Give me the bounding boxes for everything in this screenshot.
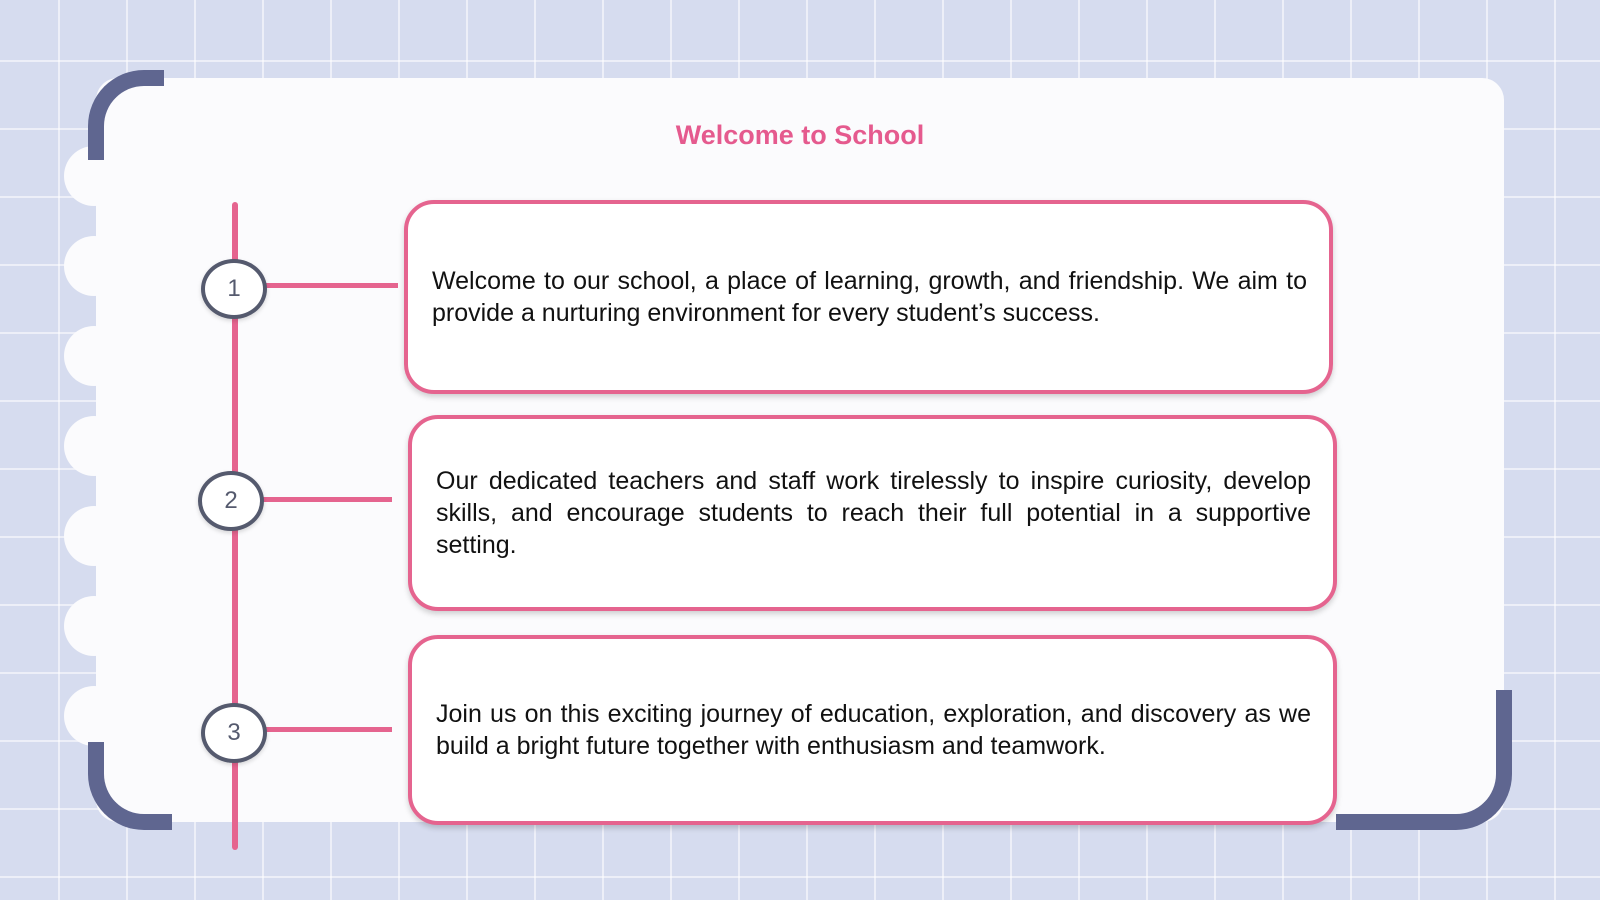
text-box-1 [404,200,1333,394]
slide-title: Welcome to School [675,120,925,150]
timeline-node-1: 1 [201,259,267,319]
card-scallop [64,416,124,476]
timeline-node-3: 3 [201,703,267,763]
card-scallop [64,686,124,746]
timeline-connector [264,283,398,288]
timeline-node-2: 2 [198,471,264,531]
card-scallop [64,596,124,656]
text-box-2-text: Our dedicated teachers and staff work tirelessly to inspire curiosity, develop skills, and encourage students to reach their full potential in a supportive setting. [436,467,1311,559]
timeline-connector [264,727,392,732]
text-box-3-text: Join us on this exciting journey of education, exploration, and discovery as we build a bright future together with enthusiasm and teamwork. [436,700,1311,760]
corner-bracket-bottom-right [1336,690,1512,830]
text-box-1-text: Welcome to our school, a place of learning, growth, and friendship. We aim to provide a nurturing environment for every student’s success. [432,267,1307,327]
card-scallop [64,236,124,296]
text-box-3 [408,635,1337,825]
card-scallop [64,326,124,386]
text-box-2 [408,415,1337,611]
timeline-connector [260,497,392,502]
card-scallop [64,506,124,566]
